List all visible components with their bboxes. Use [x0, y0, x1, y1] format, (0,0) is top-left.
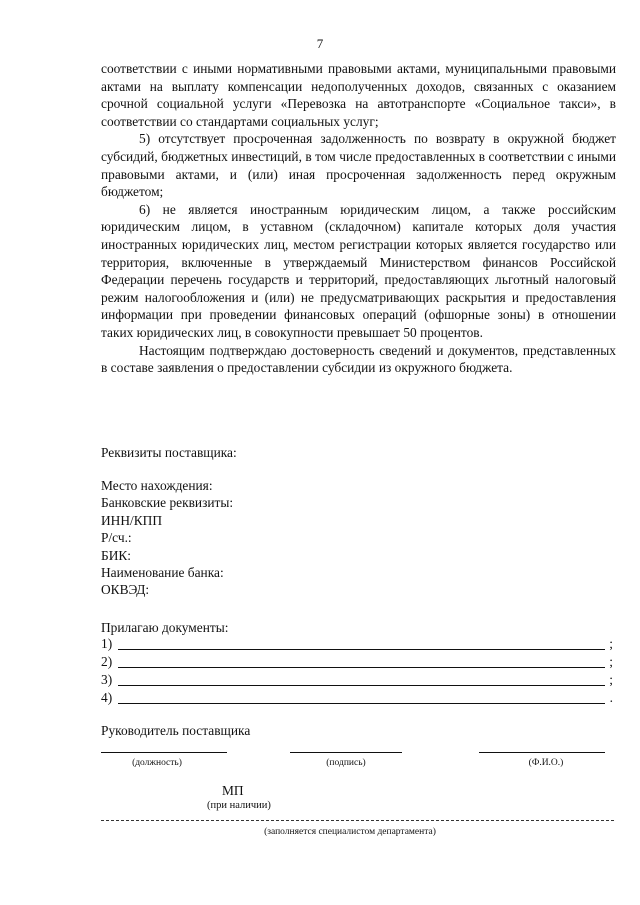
requisite-account: Р/сч.:	[101, 530, 132, 546]
signature-caption: (подпись)	[326, 758, 366, 768]
stamp-place: МП	[222, 783, 244, 798]
paragraph-continuation: соответствии с иными нормативными правовыми актами, муниципальными правовыми актами на выплату компенсации недополученных доходов, связанных с оказанием срочной социальной услуги «Перевозка на автотранспорте «Социальное такси», в соответствии со стандартами социальных услуг;	[101, 61, 616, 129]
document-entry-2[interactable]	[101, 654, 615, 670]
requisite-bik: БИК:	[101, 547, 132, 563]
documents-heading: Прилагаю документы:	[101, 620, 229, 635]
document-entry-number: 3)	[101, 672, 113, 687]
document-entry-end: .	[609, 690, 613, 705]
document-entry-3[interactable]	[101, 672, 615, 688]
document-entry-end: ;	[609, 654, 613, 669]
requisites-heading: Реквизиты поставщика:	[101, 445, 237, 460]
requisites-list	[101, 477, 233, 599]
position-line[interactable]	[101, 752, 227, 753]
paragraph-confirmation: Настоящим подтверждаю достоверность сведений и документов, представленных в составе заявления о предоставлении субсидии из окружного бюджета.	[101, 342, 616, 376]
document-entry-number: 2)	[101, 654, 113, 669]
document-entry-blank[interactable]	[118, 649, 605, 650]
document-entry-blank[interactable]	[118, 667, 605, 668]
document-entry-number: 1)	[101, 636, 113, 651]
position-caption: (должность)	[132, 758, 182, 768]
document-entry-1[interactable]	[101, 636, 615, 652]
page-number: 7	[316, 36, 324, 51]
footer-note: (заполняется специалистом департамента)	[264, 827, 436, 837]
full-name-line[interactable]	[479, 752, 605, 753]
requisite-inn-kpp: ИНН/КПП	[101, 512, 163, 528]
document-entry-end: ;	[609, 636, 613, 651]
full-name-caption: (Ф.И.О.)	[528, 758, 564, 768]
document-entry-blank[interactable]	[118, 703, 605, 704]
requisite-bank-details: Банковские реквизиты:	[101, 495, 234, 511]
body-text	[101, 60, 616, 377]
paragraph-item-5: 5) отсутствует просроченная задолженность по возврату в окружной бюджет субсидий, бюджетных инвестиций, в том числе предоставленных в соответствии с иными правовыми актами, и (или) иная просроченная задолженность перед окружным бюджетом;	[101, 131, 616, 200]
requisite-okved: ОКВЭД:	[101, 582, 150, 598]
stamp-note: (при наличии)	[207, 800, 271, 811]
document-entry-number: 4)	[101, 690, 113, 705]
requisite-location: Место нахождения:	[101, 478, 213, 493]
document-entry-4[interactable]	[101, 690, 615, 706]
requisite-bank-name: Наименование банка:	[101, 565, 224, 581]
document-entry-end: ;	[609, 672, 613, 687]
signature-heading: Руководитель поставщика	[101, 723, 251, 738]
document-entry-blank[interactable]	[118, 685, 605, 686]
paragraph-item-6: 6) не является иностранным юридическим лицом, а также российским юридическим лицом, в уставном (складочном) капитале которых доля участия иностранных юридических лиц, местом регистрации которых является государство или территория, включенные в утверждаемый Министерством финансов Российской Федерации перечень государств и территорий, предоставляющих льготный налоговый режим налогообложения и (или) не предусматривающих раскрытия и предоставления информации при проведении финансовых операций (офшорные зоны) в отношении таких юридических лиц, в совокупности превышает 50 процентов.	[101, 201, 616, 340]
dashed-separator	[101, 820, 614, 821]
signature-line[interactable]	[290, 752, 402, 753]
